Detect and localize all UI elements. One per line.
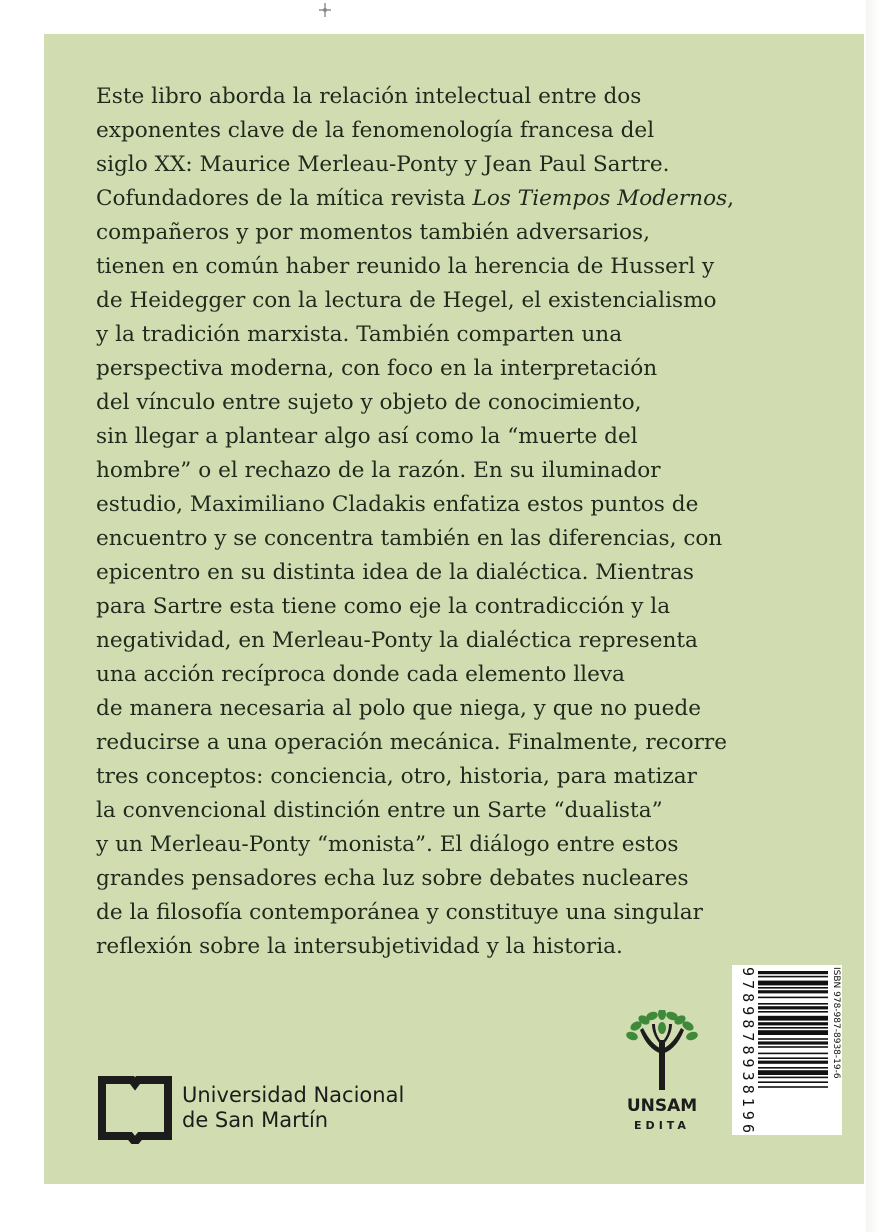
- barcode-bar: [758, 1081, 828, 1083]
- barcode-bar: [758, 1070, 828, 1075]
- barcode-bar: [758, 1053, 828, 1055]
- barcode-bar: [758, 981, 828, 986]
- blurb-line: perspectiva moderna, con foco en la interpretación: [96, 356, 658, 381]
- barcode-bar: [758, 976, 828, 978]
- barcode-bar: [758, 1027, 828, 1029]
- barcode-digit: 8: [739, 993, 757, 1003]
- barcode-bars: [758, 967, 828, 1133]
- barcode-bar: [758, 1046, 828, 1048]
- journal-title: Los Tiempos Modernos: [472, 186, 728, 211]
- barcode-digits: [739, 967, 757, 1133]
- barcode-digit: 9: [739, 1006, 757, 1016]
- blurb-line: de la filosofía contemporánea y constituye una singular: [96, 900, 703, 925]
- university-name-line2: de San Martín: [182, 1108, 329, 1132]
- barcode-bar: [758, 987, 828, 989]
- blurb-line: tienen en común haber reunido la herencia de Husserl y: [96, 254, 715, 279]
- blurb-line: estudio, Maximiliano Cladakis enfatiza estos puntos de: [96, 492, 699, 517]
- barcode-bar: [758, 1067, 828, 1069]
- blurb-line: la convencional distinción entre un Sarte “dualista”: [96, 798, 663, 823]
- back-cover-blurb: [96, 80, 826, 964]
- barcode-bar: [758, 1006, 828, 1009]
- imprint-subtitle: EDITA: [634, 1119, 690, 1132]
- barcode-bar: [758, 1086, 828, 1088]
- university-name: [182, 1083, 404, 1133]
- page-edge: [866, 0, 880, 1232]
- isbn-number: ISBN 978-987-8938-19-6: [831, 967, 841, 1079]
- barcode-digit: 7: [739, 1032, 757, 1042]
- barcode-bar: [758, 1057, 828, 1059]
- barcode-digit: 1: [739, 1097, 757, 1107]
- blurb-line: negatividad, en Merleau-Ponty la dialéctica representa: [96, 628, 698, 653]
- barcode-bar: [758, 1041, 828, 1044]
- ornament-mark: [316, 2, 334, 18]
- barcode-digit: 8: [739, 1045, 757, 1055]
- blurb-line-text: Cofundadores de la mítica revista: [96, 186, 473, 211]
- barcode-bar: [758, 1022, 828, 1025]
- blurb-line: una acción recíproca donde cada elemento lleva: [96, 662, 625, 687]
- blurb-line: para Sartre esta tiene como eje la contradicción y la: [96, 594, 671, 619]
- barcode-digit: 9: [739, 1058, 757, 1068]
- blurb-line: hombre” o el rechazo de la razón. En su iluminador: [96, 458, 661, 483]
- barcode-bar: [758, 1016, 828, 1021]
- blurb-line: grandes pensadores echa luz sobre debates nucleares: [96, 866, 689, 891]
- blurb-line-journal: [96, 182, 826, 216]
- barcode-bar: [758, 971, 828, 974]
- blurb-line: y la tradición marxista. También comparten una: [96, 322, 623, 347]
- barcode-digit: 3: [739, 1071, 757, 1081]
- barcode-digit: 9: [739, 967, 757, 977]
- barcode-bar: [758, 1003, 828, 1005]
- blurb-line: siglo XX: Maurice Merleau-Ponty y Jean Paul Sartre.: [96, 152, 670, 177]
- barcode-digit: 8: [739, 1084, 757, 1094]
- isbn-barcode: [733, 967, 841, 1133]
- barcode-digit: 7: [739, 980, 757, 990]
- blurb-line: epicentro en su distinta idea de la dialéctica. Mientras: [96, 560, 694, 585]
- barcode-bar: [758, 1030, 828, 1035]
- barcode-bar: [758, 990, 828, 993]
- barcode-bar: [758, 1061, 828, 1064]
- barcode-bar: [758, 997, 828, 999]
- blurb-line: de Heidegger con la lectura de Hegel, el existencialismo: [96, 288, 717, 313]
- barcode-digit: 8: [739, 1019, 757, 1029]
- blurb-line: reducirse a una operación mecánica. Finalmente, recorre: [96, 730, 728, 755]
- blurb-line: Este libro aborda la relación intelectual entre dos: [96, 84, 642, 109]
- blurb-line: compañeros y por momentos también adversarios,: [96, 220, 650, 245]
- barcode-bar: [758, 1011, 828, 1013]
- unsam-tree-logo-icon: [624, 1010, 700, 1092]
- blurb-line: reflexión sobre la intersubjetividad y la historia.: [96, 934, 623, 959]
- blurb-line-punct: ,: [727, 186, 735, 211]
- imprint-name: UNSAM: [626, 1096, 698, 1116]
- barcode-bar: [758, 1077, 828, 1079]
- blurb-line: de manera necesaria al polo que niega, y que no puede: [96, 696, 701, 721]
- barcode-digit: 9: [739, 1110, 757, 1120]
- barcode-digit: 6: [739, 1123, 757, 1133]
- university-name-line1: Universidad Nacional: [182, 1083, 405, 1107]
- blurb-line: tres conceptos: conciencia, otro, historia, para matizar: [96, 764, 698, 789]
- barcode-bar: [758, 1038, 828, 1040]
- university-book-logo-icon: [96, 1076, 174, 1144]
- blurb-line: exponentes clave de la fenomenología francesa del: [96, 118, 655, 143]
- blurb-line: sin llegar a plantear algo así como la “muerte del: [96, 424, 638, 449]
- blurb-line: del vínculo entre sujeto y objeto de conocimiento,: [96, 390, 642, 415]
- blurb-line: encuentro y se concentra también en las diferencias, con: [96, 526, 723, 551]
- blurb-line: y un Merleau-Ponty “monista”. El diálogo entre estos: [96, 832, 679, 857]
